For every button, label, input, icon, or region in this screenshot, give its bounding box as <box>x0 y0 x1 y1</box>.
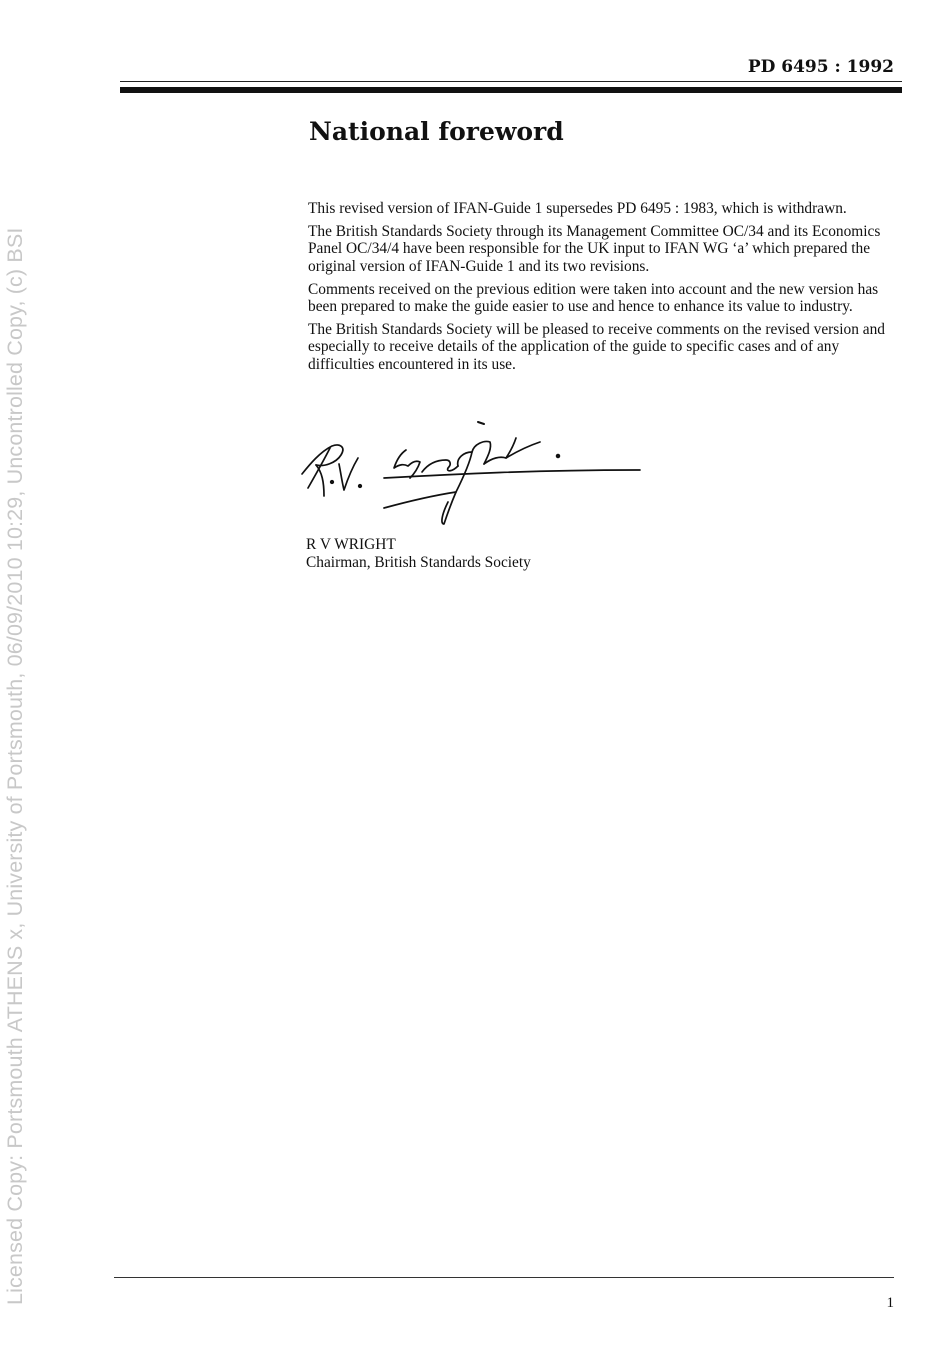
header-rule-thin <box>120 81 902 82</box>
signatory-name: R V WRIGHT <box>306 536 396 553</box>
footer-rule <box>114 1277 894 1278</box>
paragraph-supersedes: This revised version of IFAN-Guide 1 supersedes PD 6495 : 1983, which is withdrawn. <box>308 200 847 217</box>
paragraph-invitation: The British Standards Society will be pleased to receive comments on the revised version and especially to receive details of the application of the guide to specific cases and of any difficulties encountered in its use. <box>308 321 885 373</box>
document-reference: PD 6495 : 1992 <box>747 57 894 77</box>
page-number: 1 <box>886 1295 894 1311</box>
foreword-body <box>308 200 898 379</box>
paragraph-comments-received: Comments received on the previous edition were taken into account and the new version has been prepared to make the guide easier to use and hence to enhance its value to industry. <box>308 280 879 316</box>
page-title: National foreword <box>309 117 564 146</box>
handwritten-signature <box>296 412 646 532</box>
signatory-block <box>306 536 531 572</box>
header-rule-thick <box>120 87 902 93</box>
signatory-role: Chairman, British Standards Society <box>306 554 531 571</box>
license-watermark: Licensed Copy: Portsmouth ATHENS x, University of Portsmouth, 06/09/2010 10:29, Uncontrolled Copy, (c) BSI <box>3 227 27 1305</box>
paragraph-responsibility: The British Standards Society through its Management Committee OC/34 and its Economics Panel OC/34/4 have been responsible for the UK input to IFAN WG ‘a’ which prepared the original version of IFAN-Guide 1 and its two revisions. <box>308 223 881 275</box>
